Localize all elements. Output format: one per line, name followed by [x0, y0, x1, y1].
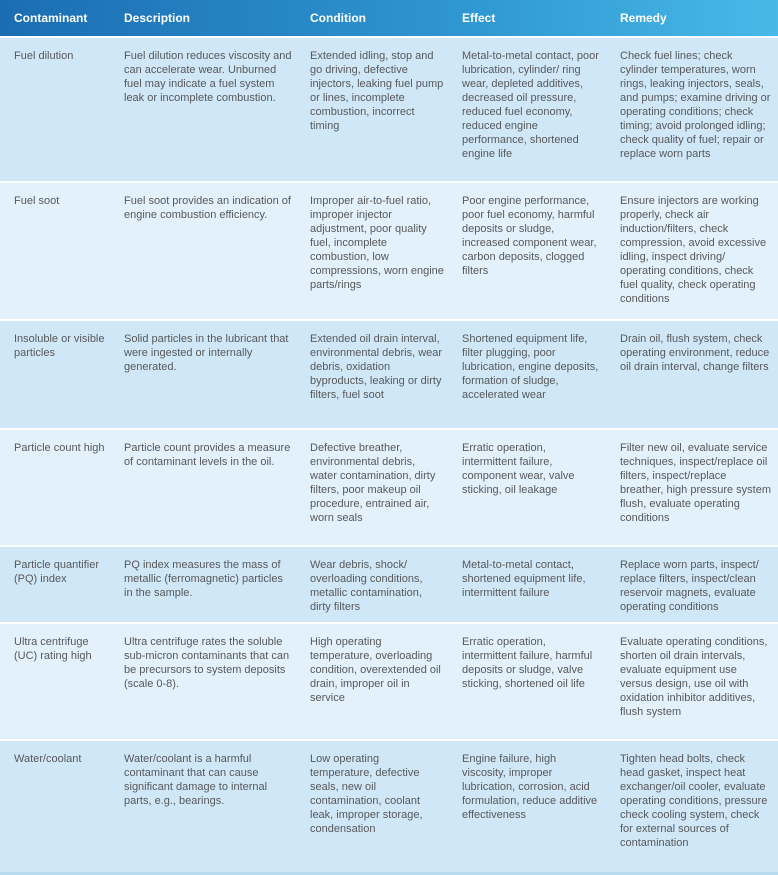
cell-condition: Extended idling, stop and go driving, defective injectors, leaking fuel pump or lines, incomplete combustion, incorrect timing — [310, 50, 444, 132]
cell-effect: Metal-to-metal contact, poor lubrication, cylinder/ ring wear, depleted additives, decreased oil pressure, reduced fuel economy, reduced engine performance, shortened engine life — [462, 50, 599, 160]
cell-contaminant: Insoluble or visible particles — [14, 333, 105, 359]
cell-condition: Improper air-to-fuel ratio, improper injector adjustment, poor quality fuel, incomplete combustion, low compressions, worn engine parts/rings — [310, 195, 444, 291]
column-header-description: Description — [124, 11, 191, 25]
cell-contaminant: Water/coolant — [14, 753, 82, 765]
cell-description: Solid particles in the lubricant that were ingested or internally generated. — [124, 333, 289, 373]
cell-remedy: Replace worn parts, inspect/ replace filters, inspect/clean reservoir magnets, evaluate operating conditions — [620, 559, 759, 613]
column-header-contaminant: Contaminant — [14, 11, 88, 25]
cell-remedy: Check fuel lines; check cylinder temperatures, worn rings, leaking injectors, seals, and pumps; examine driving or operating conditions; check timing; avoid prolonged idling; check quality of fuel; repair or replace worn parts — [620, 50, 771, 160]
cell-contaminant: Particle quantifier (PQ) index — [14, 559, 99, 585]
cell-description: PQ index measures the mass of metallic (ferromagnetic) particles in the sample. — [124, 559, 283, 599]
cell-remedy: Evaluate operating conditions, shorten oil drain intervals, evaluate equipment use versus design, use oil with oxidation inhibitor additives, flush system — [620, 636, 768, 718]
cell-condition: Extended oil drain interval, environmental debris, wear debris, oxidation byproducts, leaking or dirty filters, fuel soot — [310, 333, 443, 401]
table-row-water-coolant — [0, 741, 778, 875]
cell-description: Fuel dilution reduces viscosity and can accelerate wear. Unburned fuel may indicate a fuel system leak or incomplete combustion. — [124, 50, 292, 104]
cell-effect: Shortened equipment life, filter plugging, poor lubrication, engine deposits, formation of sludge, accelerated wear — [462, 333, 599, 401]
table-row-fuel-soot — [0, 183, 778, 321]
cell-contaminant: Ultra centrifuge (UC) rating high — [14, 636, 92, 662]
table-header-row — [0, 0, 778, 38]
cell-remedy: Ensure injectors are working properly, check air induction/filters, check compression, avoid excessive idling, inspect driving/ operating conditions, check fuel quality, check operating conditions — [620, 195, 767, 305]
cell-remedy: Tighten head bolts, check head gasket, inspect heat exchanger/oil cooler, evaluate operating conditions, pressure check cooling system, check for external sources of contamination — [620, 753, 768, 849]
table-row-pq-index — [0, 547, 778, 624]
cell-effect: Poor engine performance, poor fuel economy, harmful deposits or sludge, increased component wear, carbon deposits, clogged filters — [462, 195, 597, 277]
cell-condition: High operating temperature, overloading condition, overextended oil drain, improper oil in service — [310, 636, 441, 704]
cell-remedy: Filter new oil, evaluate service techniques, inspect/replace oil filters, inspect/replace breather, high pressure system flush, evaluate operating conditions — [620, 442, 772, 524]
cell-remedy: Drain oil, flush system, check operating environment, reduce oil drain interval, change filters — [620, 333, 770, 373]
cell-contaminant: Fuel soot — [14, 195, 60, 207]
cell-description: Water/coolant is a harmful contaminant that can cause significant damage to internal parts, e.g., bearings. — [124, 753, 268, 807]
column-header-effect: Effect — [462, 11, 496, 25]
cell-condition: Defective breather, environmental debris, water contamination, dirty filters, poor makeup oil procedure, entrained air, worn seals — [310, 442, 436, 524]
column-header-condition: Condition — [310, 11, 366, 25]
cell-description: Particle count provides a measure of contaminant levels in the oil. — [124, 442, 291, 468]
column-header-remedy: Remedy — [620, 11, 667, 25]
table-row-particle-count-high — [0, 430, 778, 547]
table-row-insoluble-particles — [0, 321, 778, 430]
cell-contaminant: Particle count high — [14, 442, 105, 454]
cell-effect: Erratic operation, intermittent failure, harmful deposits or sludge, valve sticking, shortened oil life — [462, 636, 593, 690]
table-row-uc-rating-high — [0, 624, 778, 741]
cell-description: Ultra centrifuge rates the soluble sub-micron contaminants that can be precursors to system deposits (scale 0-8). — [124, 636, 290, 690]
cell-condition: Low operating temperature, defective seals, new oil contamination, coolant leak, improper storage, condensation — [310, 753, 423, 835]
cell-condition: Wear debris, shock/ overloading conditions, metallic contamination, dirty filters — [310, 559, 423, 613]
cell-effect: Metal-to-metal contact, shortened equipment life, intermittent failure — [462, 559, 586, 599]
cell-effect: Erratic operation, intermittent failure, component wear, valve sticking, oil leakage — [462, 442, 575, 496]
cell-contaminant: Fuel dilution — [14, 50, 74, 62]
cell-description: Fuel soot provides an indication of engine combustion efficiency. — [124, 195, 291, 221]
table-row-fuel-dilution — [0, 38, 778, 183]
cell-effect: Engine failure, high viscosity, improper lubrication, corrosion, acid formulation, reduce additive effectiveness — [462, 753, 598, 821]
